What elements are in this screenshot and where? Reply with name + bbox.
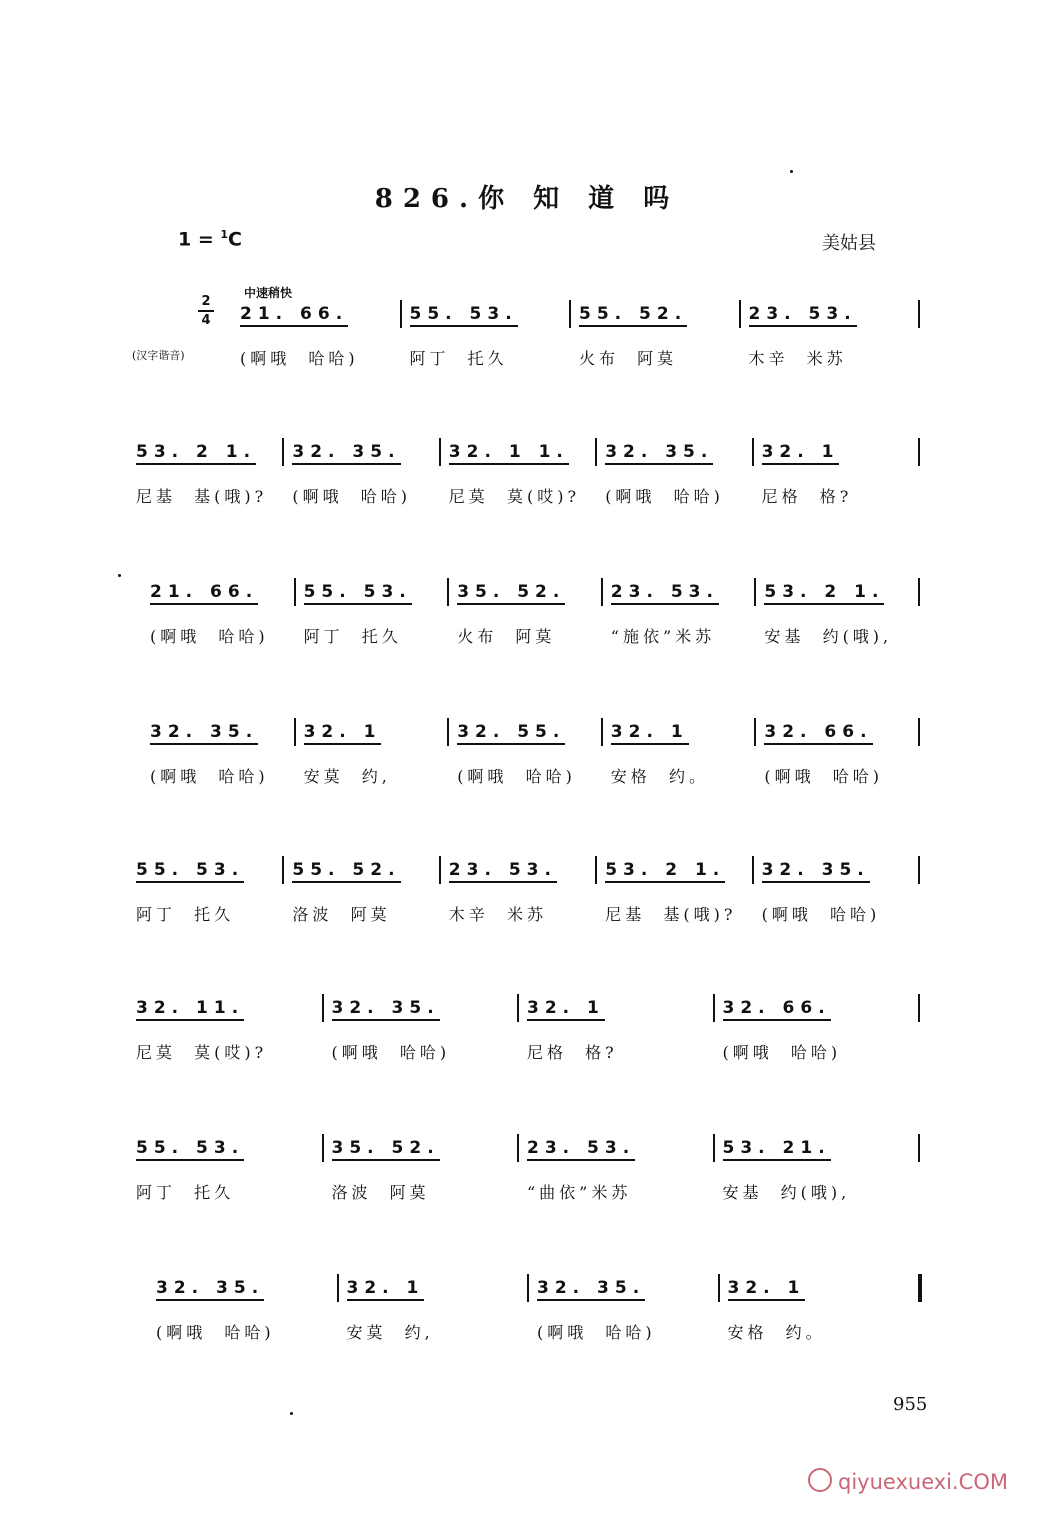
measure-lyric: 阿丁 托久: [136, 905, 235, 924]
bar-line: [752, 856, 754, 884]
time-signature: [198, 294, 214, 328]
measure-notes: 32. 11.: [136, 998, 244, 1021]
measure-notes: 55. 53.: [410, 304, 518, 327]
syllable-label: (汉字谐音): [132, 349, 185, 362]
measure-notes: 32. 1: [611, 722, 689, 745]
measure-notes: 32. 1 1.: [449, 442, 569, 465]
bar-line: [517, 994, 519, 1022]
tempo-marking: 中速稍快: [244, 286, 293, 300]
bar-line: [754, 718, 756, 746]
measure-lyric: 尼格 格?: [761, 487, 853, 506]
bar-line: [282, 856, 284, 884]
measure-notes: 53. 2 1.: [764, 582, 884, 605]
stray-mark: [290, 1412, 293, 1415]
watermark-logo-icon: [808, 1468, 832, 1492]
measure-lyric: 火布 阿莫: [579, 349, 678, 368]
bar-line: [400, 300, 402, 328]
measure-lyric: 安莫 约,: [303, 767, 391, 786]
measure-notes: 55. 53.: [136, 860, 244, 883]
measure-lyric: 木辛 米苏: [748, 349, 847, 368]
score-row: [136, 438, 924, 508]
bar-line: [439, 856, 441, 884]
measure-lyric: (啊哦 哈哈): [761, 905, 881, 924]
measure-notes: 23. 53.: [449, 860, 557, 883]
bar-line: [282, 438, 284, 466]
measure-lyric: 尼莫 莫(哎)?: [136, 1043, 268, 1062]
bar-line: [439, 438, 441, 466]
measure-lyric: (啊哦 哈哈): [605, 487, 724, 506]
song-title: 826.你 知 道 吗: [374, 184, 680, 214]
measure-notes: 32. 1: [527, 998, 605, 1021]
measure-notes: 32. 35.: [332, 998, 440, 1021]
bar-line: [601, 718, 603, 746]
bar-line: [713, 994, 715, 1022]
measure-notes: 32. 35.: [762, 860, 870, 883]
measure-notes: 32. 35.: [150, 722, 258, 745]
measure-lyric: 火布 阿莫: [457, 627, 556, 646]
measure-lyric: (啊哦 哈哈): [292, 487, 412, 506]
measure-notes: 53. 2 1.: [605, 860, 725, 883]
measure-notes: 55. 52.: [579, 304, 687, 327]
measure-notes: 55. 52.: [292, 860, 400, 883]
bar-line: [322, 994, 324, 1022]
measure-notes: 23. 53.: [527, 1138, 635, 1161]
bar-line: [527, 1274, 529, 1302]
measure-notes: 53. 21.: [723, 1138, 831, 1161]
measure-notes: 32. 55.: [457, 722, 565, 745]
score-row: [156, 1274, 924, 1344]
page-number: 955: [893, 1394, 928, 1415]
bar-line: [918, 856, 920, 884]
measure-lyric: (啊哦 哈哈): [722, 1043, 842, 1062]
measure-lyric: “曲依”米苏: [527, 1183, 632, 1202]
measure-notes: 32. 1: [347, 1278, 425, 1301]
bar-line: [294, 718, 296, 746]
score-row: [240, 300, 924, 370]
bar-line: [447, 718, 449, 746]
bar-line: [754, 578, 756, 606]
measure-notes: 21. 66.: [240, 304, 348, 327]
bar-line: [595, 856, 597, 884]
bar-line: [517, 1134, 519, 1162]
bar-line: [918, 994, 920, 1022]
bar-line: [918, 718, 920, 746]
bar-line: [918, 438, 920, 466]
measure-notes: 21. 66.: [150, 582, 258, 605]
measure-notes: 55. 53.: [136, 1138, 244, 1161]
measure-notes: 32. 35.: [537, 1278, 645, 1301]
measure-notes: 32. 66.: [723, 998, 831, 1021]
measure-lyric: (啊哦 哈哈): [240, 349, 359, 368]
score-row: [150, 578, 924, 648]
bar-line: [752, 438, 754, 466]
key-note: C: [228, 228, 242, 251]
measure-lyric: 尼莫 莫(哎)?: [448, 487, 581, 506]
bar-line: [739, 300, 741, 328]
measure-lyric: 阿丁 托久: [303, 627, 402, 646]
measure-lyric: (啊哦 哈哈): [150, 627, 269, 646]
measure-notes: 32. 1: [728, 1278, 806, 1301]
measure-lyric: 安格 约。: [610, 767, 709, 786]
bar-line: [601, 578, 603, 606]
key-signature: [178, 228, 242, 250]
measure-lyric: 木辛 米苏: [448, 905, 547, 924]
measure-notes: 53. 2 1.: [136, 442, 256, 465]
stray-mark: [118, 574, 121, 577]
measure-lyric: (啊哦 哈哈): [764, 767, 884, 786]
measure-lyric: 洛波 阿莫: [331, 1183, 430, 1202]
measure-lyric: 阿丁 托久: [409, 349, 508, 368]
final-bar-line: [918, 1274, 922, 1302]
bar-line: [918, 1134, 920, 1162]
key-prefix: 1 =: [178, 228, 221, 251]
score-row: [136, 994, 924, 1064]
stray-mark: [790, 170, 793, 173]
bar-line: [569, 300, 571, 328]
measure-notes: 23. 53.: [749, 304, 857, 327]
score-row: [150, 718, 924, 788]
measure-lyric: “施依”米苏: [610, 627, 716, 646]
measure-lyric: (啊哦 哈哈): [331, 1043, 451, 1062]
measure-notes: 35. 52.: [457, 582, 565, 605]
measure-notes: 32. 66.: [764, 722, 872, 745]
bar-line: [595, 438, 597, 466]
measure-notes: 23. 53.: [611, 582, 719, 605]
measure-lyric: (啊哦 哈哈): [537, 1323, 656, 1342]
measure-lyric: 安基 约(哦),: [764, 627, 893, 646]
bar-line: [322, 1134, 324, 1162]
score-row: [136, 1134, 924, 1204]
measure-notes: 32. 1: [304, 722, 382, 745]
score-row: [136, 856, 924, 926]
measure-notes: 55. 53.: [304, 582, 412, 605]
measure-lyric: 安格 约。: [727, 1323, 826, 1342]
key-sharp-mark: 1: [220, 228, 229, 241]
time-sig-divider: [198, 310, 214, 312]
bar-line: [918, 578, 920, 606]
bar-line: [713, 1134, 715, 1162]
measure-notes: 35. 52.: [332, 1138, 440, 1161]
bar-line: [718, 1274, 720, 1302]
song-origin: 美姑县: [822, 233, 876, 254]
measure-lyric: 洛波 阿莫: [292, 905, 391, 924]
bar-line: [337, 1274, 339, 1302]
measure-lyric: 安基 约(哦),: [722, 1183, 851, 1202]
watermark-text: qiyuexuexi.COM: [838, 1470, 1008, 1494]
measure-lyric: (啊哦 哈哈): [457, 767, 576, 786]
measure-notes: 32. 35.: [156, 1278, 264, 1301]
measure-lyric: 尼格 格?: [527, 1043, 618, 1062]
time-sig-bottom: 4: [201, 313, 211, 328]
bar-line: [447, 578, 449, 606]
measure-notes: 32. 35.: [605, 442, 713, 465]
measure-notes: 32. 35.: [292, 442, 400, 465]
bar-line: [918, 300, 920, 328]
measure-lyric: 尼基 基(哦)?: [136, 487, 268, 506]
measure-notes: 32. 1: [762, 442, 840, 465]
bar-line: [294, 578, 296, 606]
measure-lyric: (啊哦 哈哈): [156, 1323, 275, 1342]
measure-lyric: 安莫 约,: [346, 1323, 434, 1342]
measure-lyric: 尼基 基(哦)?: [605, 905, 737, 924]
time-sig-top: 2: [201, 294, 211, 309]
measure-lyric: 阿丁 托久: [136, 1183, 235, 1202]
measure-lyric: (啊哦 哈哈): [150, 767, 269, 786]
